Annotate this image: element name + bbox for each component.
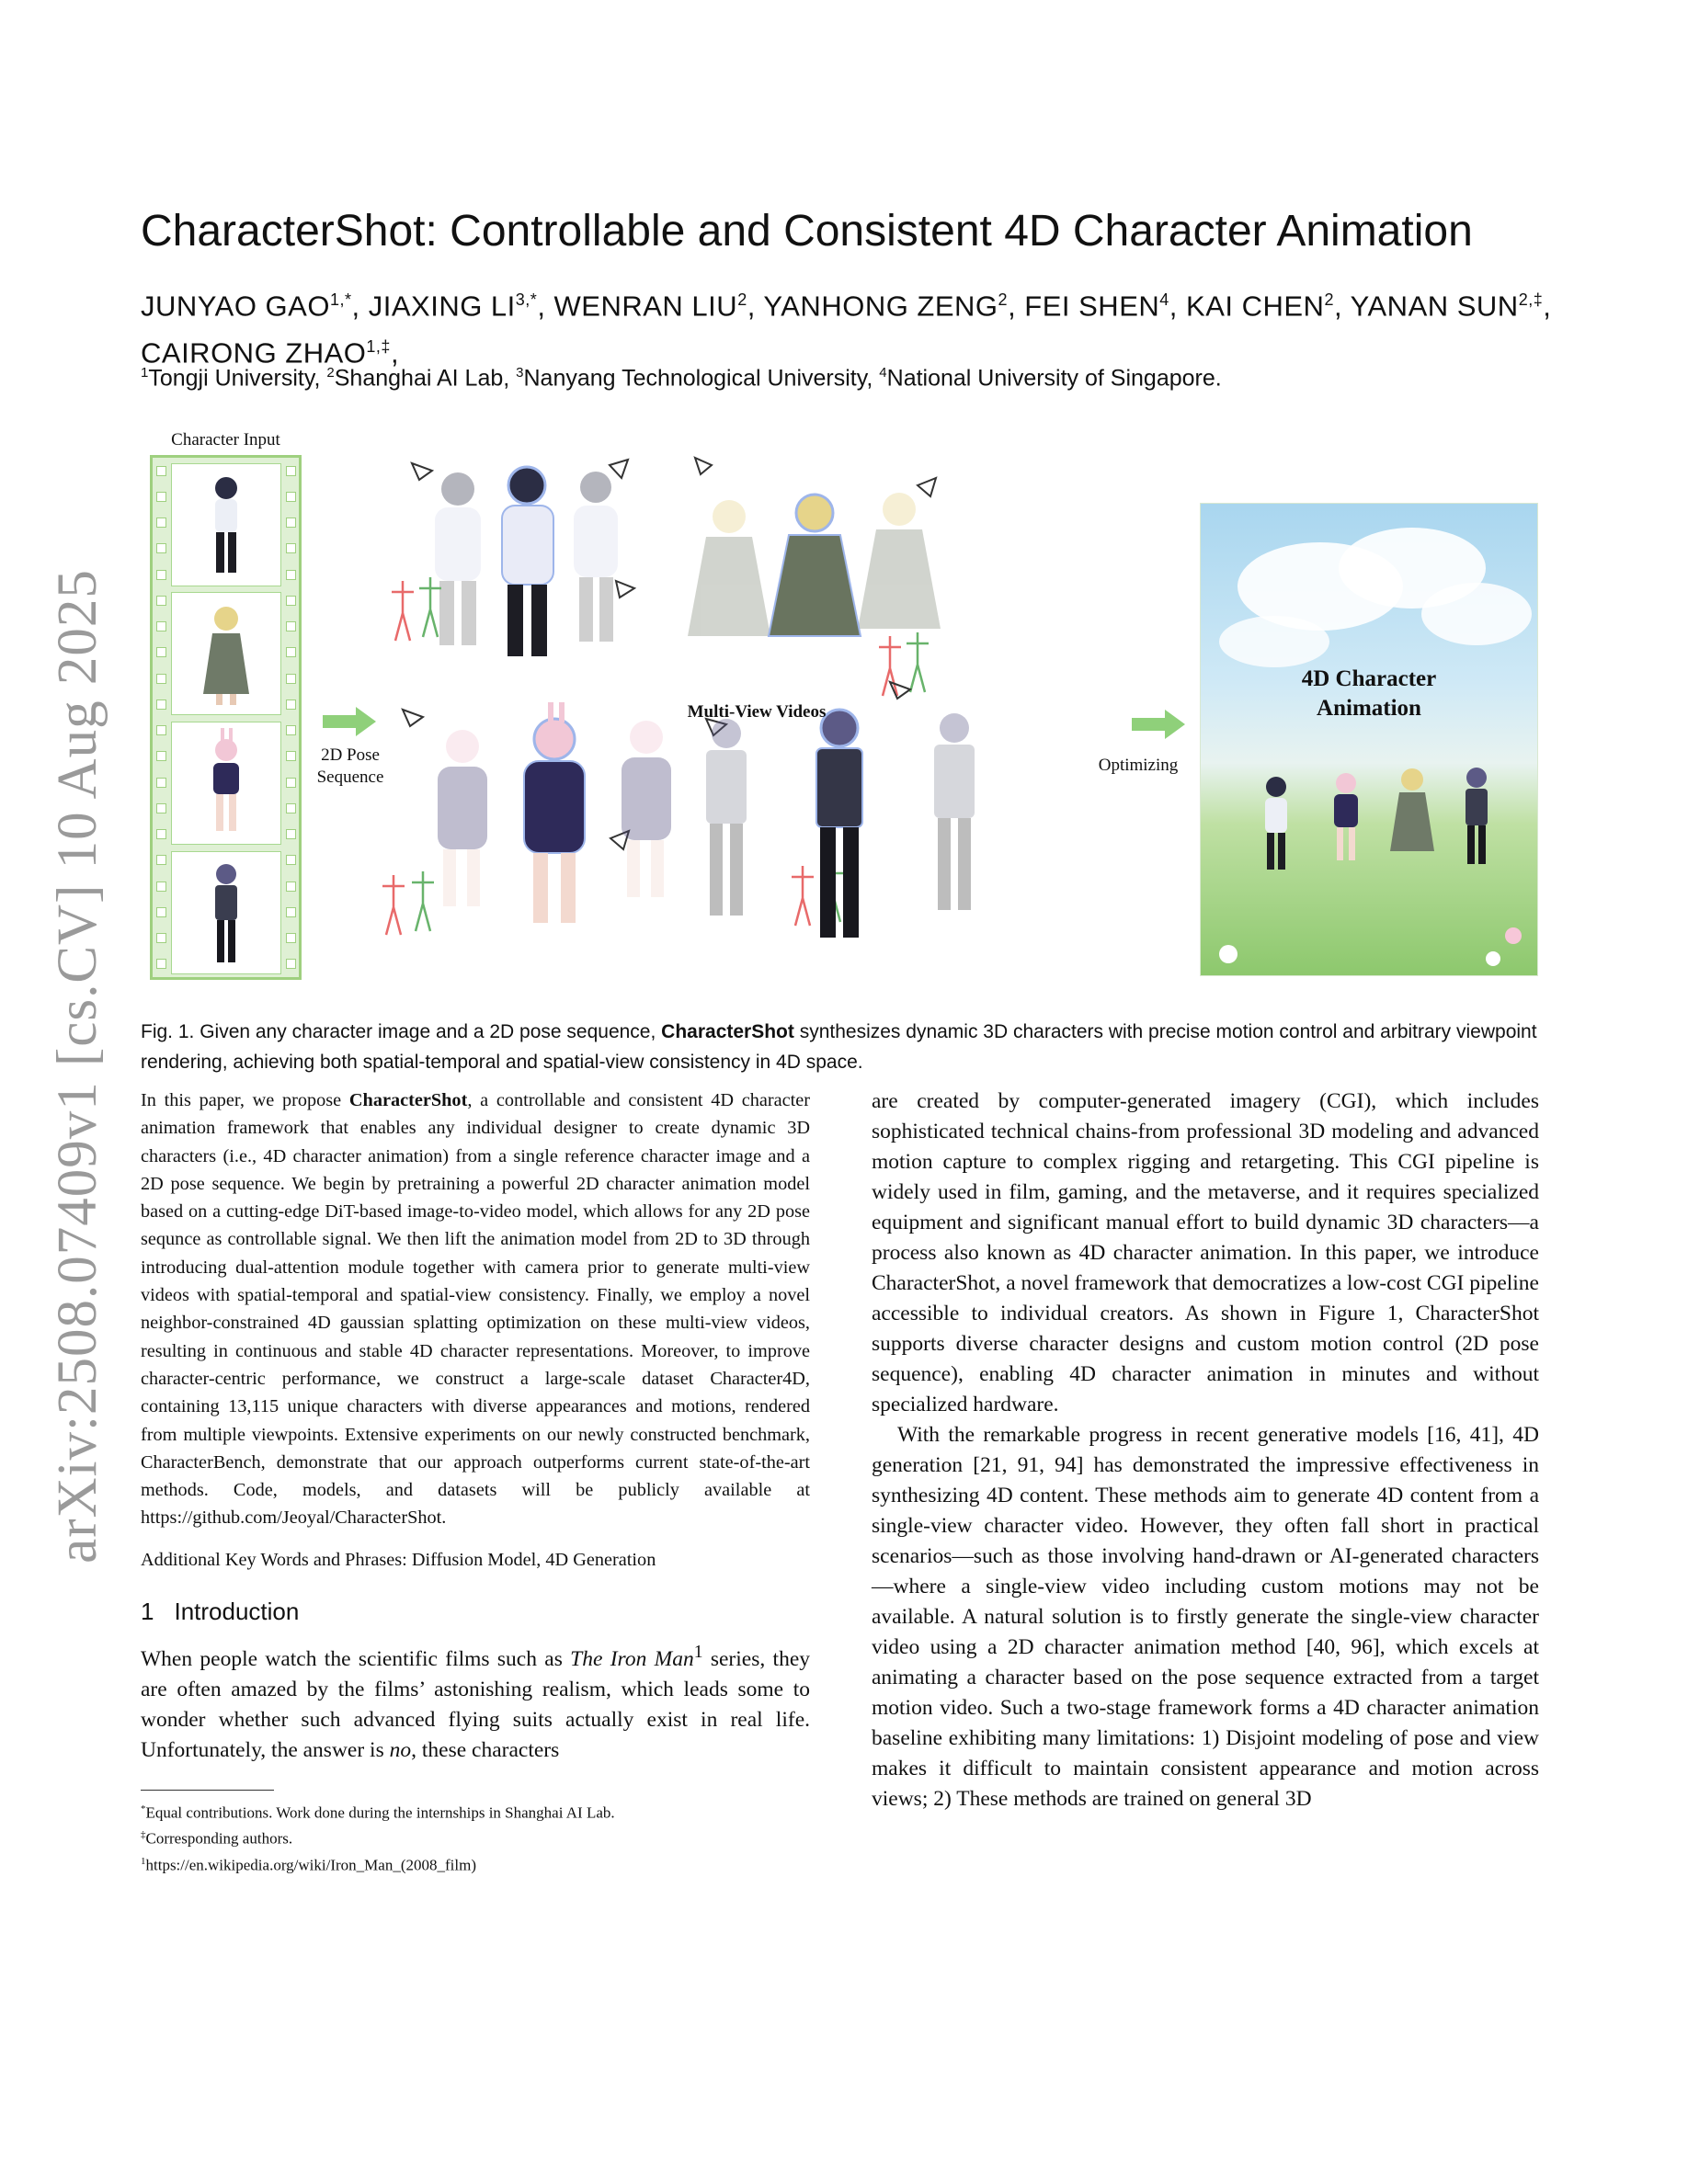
intro-paragraph: [141, 1637, 810, 1766]
author-sup: 3,*: [515, 290, 538, 309]
4d-animation-result: [1200, 503, 1538, 976]
intro-text: When people watch the scientific films such as: [141, 1646, 571, 1671]
footnote-rule: [141, 1790, 274, 1791]
caption-bold: CharacterShot: [661, 1021, 794, 1042]
pose-label-line2: Sequence: [316, 768, 384, 787]
affil-name: Nanyang Technological University: [523, 365, 867, 392]
body-paragraph: are created by computer-generated imagery (CGI), which includes sophisticated technical chains-from professional 3D modeling and advanced motion capture to complex rigging and retargeting. This CGI pipeline is widely used in film, gaming, and the metaverse, and it requires specialized equipment and significant manual effort to build dynamic 3D characters—a process also known as 4D character animation. In this paper, we introduce CharacterShot, a novel framework that democratizes a low-cost CGI pipeline accessible to individual creators. As shown in Figure 1, CharacterShot supports diverse character designs and custom motion control (2D pose sequence), enabling 4D character animation in minutes and without specialized hardware.: [872, 1089, 1539, 1416]
intro-text: , these characters: [411, 1737, 560, 1762]
section-number: 1: [141, 1597, 154, 1625]
affil-name: Tongji University: [148, 365, 314, 392]
author-name: YANHONG ZENG: [763, 290, 998, 323]
result-title: [1201, 665, 1537, 723]
input-character-frame-4: [171, 851, 281, 974]
left-column: [141, 1086, 810, 1877]
footnote-sup: 1: [141, 1855, 146, 1867]
arxiv-stamp: arXiv:2508.07409v1 [cs.CV] 10 Aug 2025: [47, 569, 108, 1564]
paper-title: CharacterShot: Controllable and Consistent 4D Character Animation: [141, 207, 1473, 256]
footnote: [141, 1850, 810, 1877]
footnote-sup: *: [141, 1803, 146, 1814]
emphasis: no: [389, 1737, 412, 1762]
affiliations: $^1$Tongji University, $^2$Shanghai AI Lab, $^3$Nanyang Technological University, $^4$National University of Singapore.: [141, 365, 1222, 392]
author-name: WENRAN LIU: [553, 290, 738, 323]
caption-suffix: synthesizes dynamic 3D characters with precise motion control and arbitrary viewpoint rendering, achieving both spatial-temporal and spatial-view consistency in 4D space.: [141, 1021, 1537, 1073]
multi-view-videos-label: Multi-View Videos: [687, 702, 827, 722]
author-sup: 2: [998, 290, 1009, 309]
caption-prefix: Fig. 1. Given any character image and a 2D pose sequence,: [141, 1021, 662, 1042]
body-paragraph: With the remarkable progress in recent generative models [16, 41], 4D generation [21, 91, 94] has demonstrated the impressive effectiveness in synthesizing 4D content. These methods aim to generate 4D content from a single-view character video. However, they often fall short in practical scenarios—such as those involving hand-drawn or AI-generated characters—where a single-view video including custom motions may not be available. A natural solution is to firstly generate the single-view character video using a 2D character animation method [40, 96], which excels at animating a character based on the pose sequence extracted from a target motion video. Such a two-stage framework forms a 4D character animation baseline exhibiting many limitations: 1) Disjoint modeling of pose and view makes it difficult to maintain consistent appearance and motion across views; 2) These methods are trained on general 3D: [872, 1423, 1539, 1811]
pose-label-line1: 2D Pose: [321, 745, 380, 765]
film-title: The Iron Man: [570, 1646, 694, 1671]
footnote: [141, 1798, 810, 1825]
film-holes-right: [284, 458, 297, 977]
author-sup: 1,*: [329, 290, 352, 309]
result-title-line2: Animation: [1317, 696, 1421, 721]
intro-text: series, they are often amazed by the films’ astonishing realism, which leads some to wonder whether such advanced flying suits actually exist in real life. Unfortunately, the answer is: [141, 1646, 810, 1762]
abstract-prefix: In this paper, we propose: [141, 1090, 349, 1110]
character-input-filmstrip: [150, 455, 302, 980]
author-name: CAIRONG ZHAO: [141, 336, 367, 370]
footnote-text: Corresponding authors.: [145, 1829, 293, 1848]
section-title: Introduction: [174, 1597, 300, 1625]
footnote-text: Equal contributions. Work done during the internships in Shanghai AI Lab.: [145, 1803, 615, 1822]
character-input-label: Character Input: [171, 430, 280, 449]
input-character-frame-2: [171, 592, 281, 715]
author-sup: 2: [1324, 290, 1334, 309]
abstract-body: , a controllable and consistent 4D character animation framework that enables any individual designer to create dynamic 3D characters (i.e., 4D character animation) from a single reference character image and a 2D pose sequence. We begin by pretraining a powerful 2D character animation model based on a cutting-edge DiT-based image-to-video model, which allows for any 2D pose sequnce as controllable signal. We then lift the animation model from 2D to 3D through introducing dual-attention module together with camera prior to generate multi-view videos with spatial-temporal and spatial-view consistency. Finally, we employ a novel neighbor-constrained 4D gaussian splatting optimization on these multi-view videos, resulting in continuous and stable 4D character representations. Moreover, to improve character-centric performance, we construct a large-scale dataset Character4D, containing 13,115 unique characters with diverse appearances and motions, rendered from multiple viewpoints. Extensive experiments on our newly constructed benchmark, CharacterBench, demonstrate that our approach outperforms current state-of-the-art methods. Code, models, and datasets will be publicly available at https://github.com/Jeoyal/CharacterShot.: [141, 1090, 810, 1529]
affil-sup: 3: [516, 365, 524, 381]
author-list: JUNYAO $GAO^{1,*}$, JIAXING $LI^{3,*}$, WENRAN LIU$^2$, YANHONG ZENG$^2$, FEI SHEN$^4$, KAI CHEN$^2$, YANAN $SUN^{2,\ddagger}$, CAIRONG $ZHAO^{1,\ddagger}$,: [141, 290, 1552, 370]
affil-sup: 4: [879, 365, 887, 381]
footnote-link[interactable]: https://en.wikipedia.org/wiki/Iron_Man_(2008_film): [145, 1856, 476, 1874]
sky-scene: [1201, 504, 1538, 976]
author-name: FEI SHEN: [1024, 290, 1160, 323]
author-name: JIAXING LI: [368, 290, 516, 323]
optimizing-label: Optimizing: [1098, 756, 1179, 775]
footnote: [141, 1824, 810, 1850]
keywords: Additional Key Words and Phrases: Diffusion Model, 4D Generation: [141, 1549, 656, 1570]
author-sup: 2: [737, 290, 747, 309]
author-name: YANAN SUN: [1350, 290, 1519, 323]
figure-1: [141, 425, 1538, 976]
affil-sup: 1: [141, 365, 149, 381]
author-sup: 1,‡: [366, 337, 391, 357]
author-sup: 2,‡: [1518, 290, 1544, 309]
affil-name: National University of Singapore.: [886, 365, 1222, 392]
abstract: [141, 1086, 810, 1532]
input-character-frame-1: [171, 463, 281, 586]
input-character-frame-3: [171, 722, 281, 845]
abstract-bold: CharacterShot: [348, 1090, 468, 1110]
figure-caption: [141, 1017, 1547, 1077]
author-name: KAI CHEN: [1186, 290, 1325, 323]
affil-name: Shanghai AI Lab: [334, 365, 504, 392]
section-heading: [141, 1598, 810, 1626]
arrow-right-icon: [1132, 708, 1187, 741]
arrow-right-icon: [323, 705, 378, 738]
affil-sup: 2: [326, 365, 335, 381]
right-column: [872, 1086, 1539, 1814]
author-sup: 4: [1159, 290, 1169, 309]
film-holes-left: [154, 458, 167, 977]
footnote-sup: ‡: [141, 1829, 146, 1841]
author-name: JUNYAO GAO: [141, 290, 330, 323]
result-title-line1: 4D Character: [1301, 666, 1437, 691]
footnote-ref: 1: [693, 1642, 703, 1662]
